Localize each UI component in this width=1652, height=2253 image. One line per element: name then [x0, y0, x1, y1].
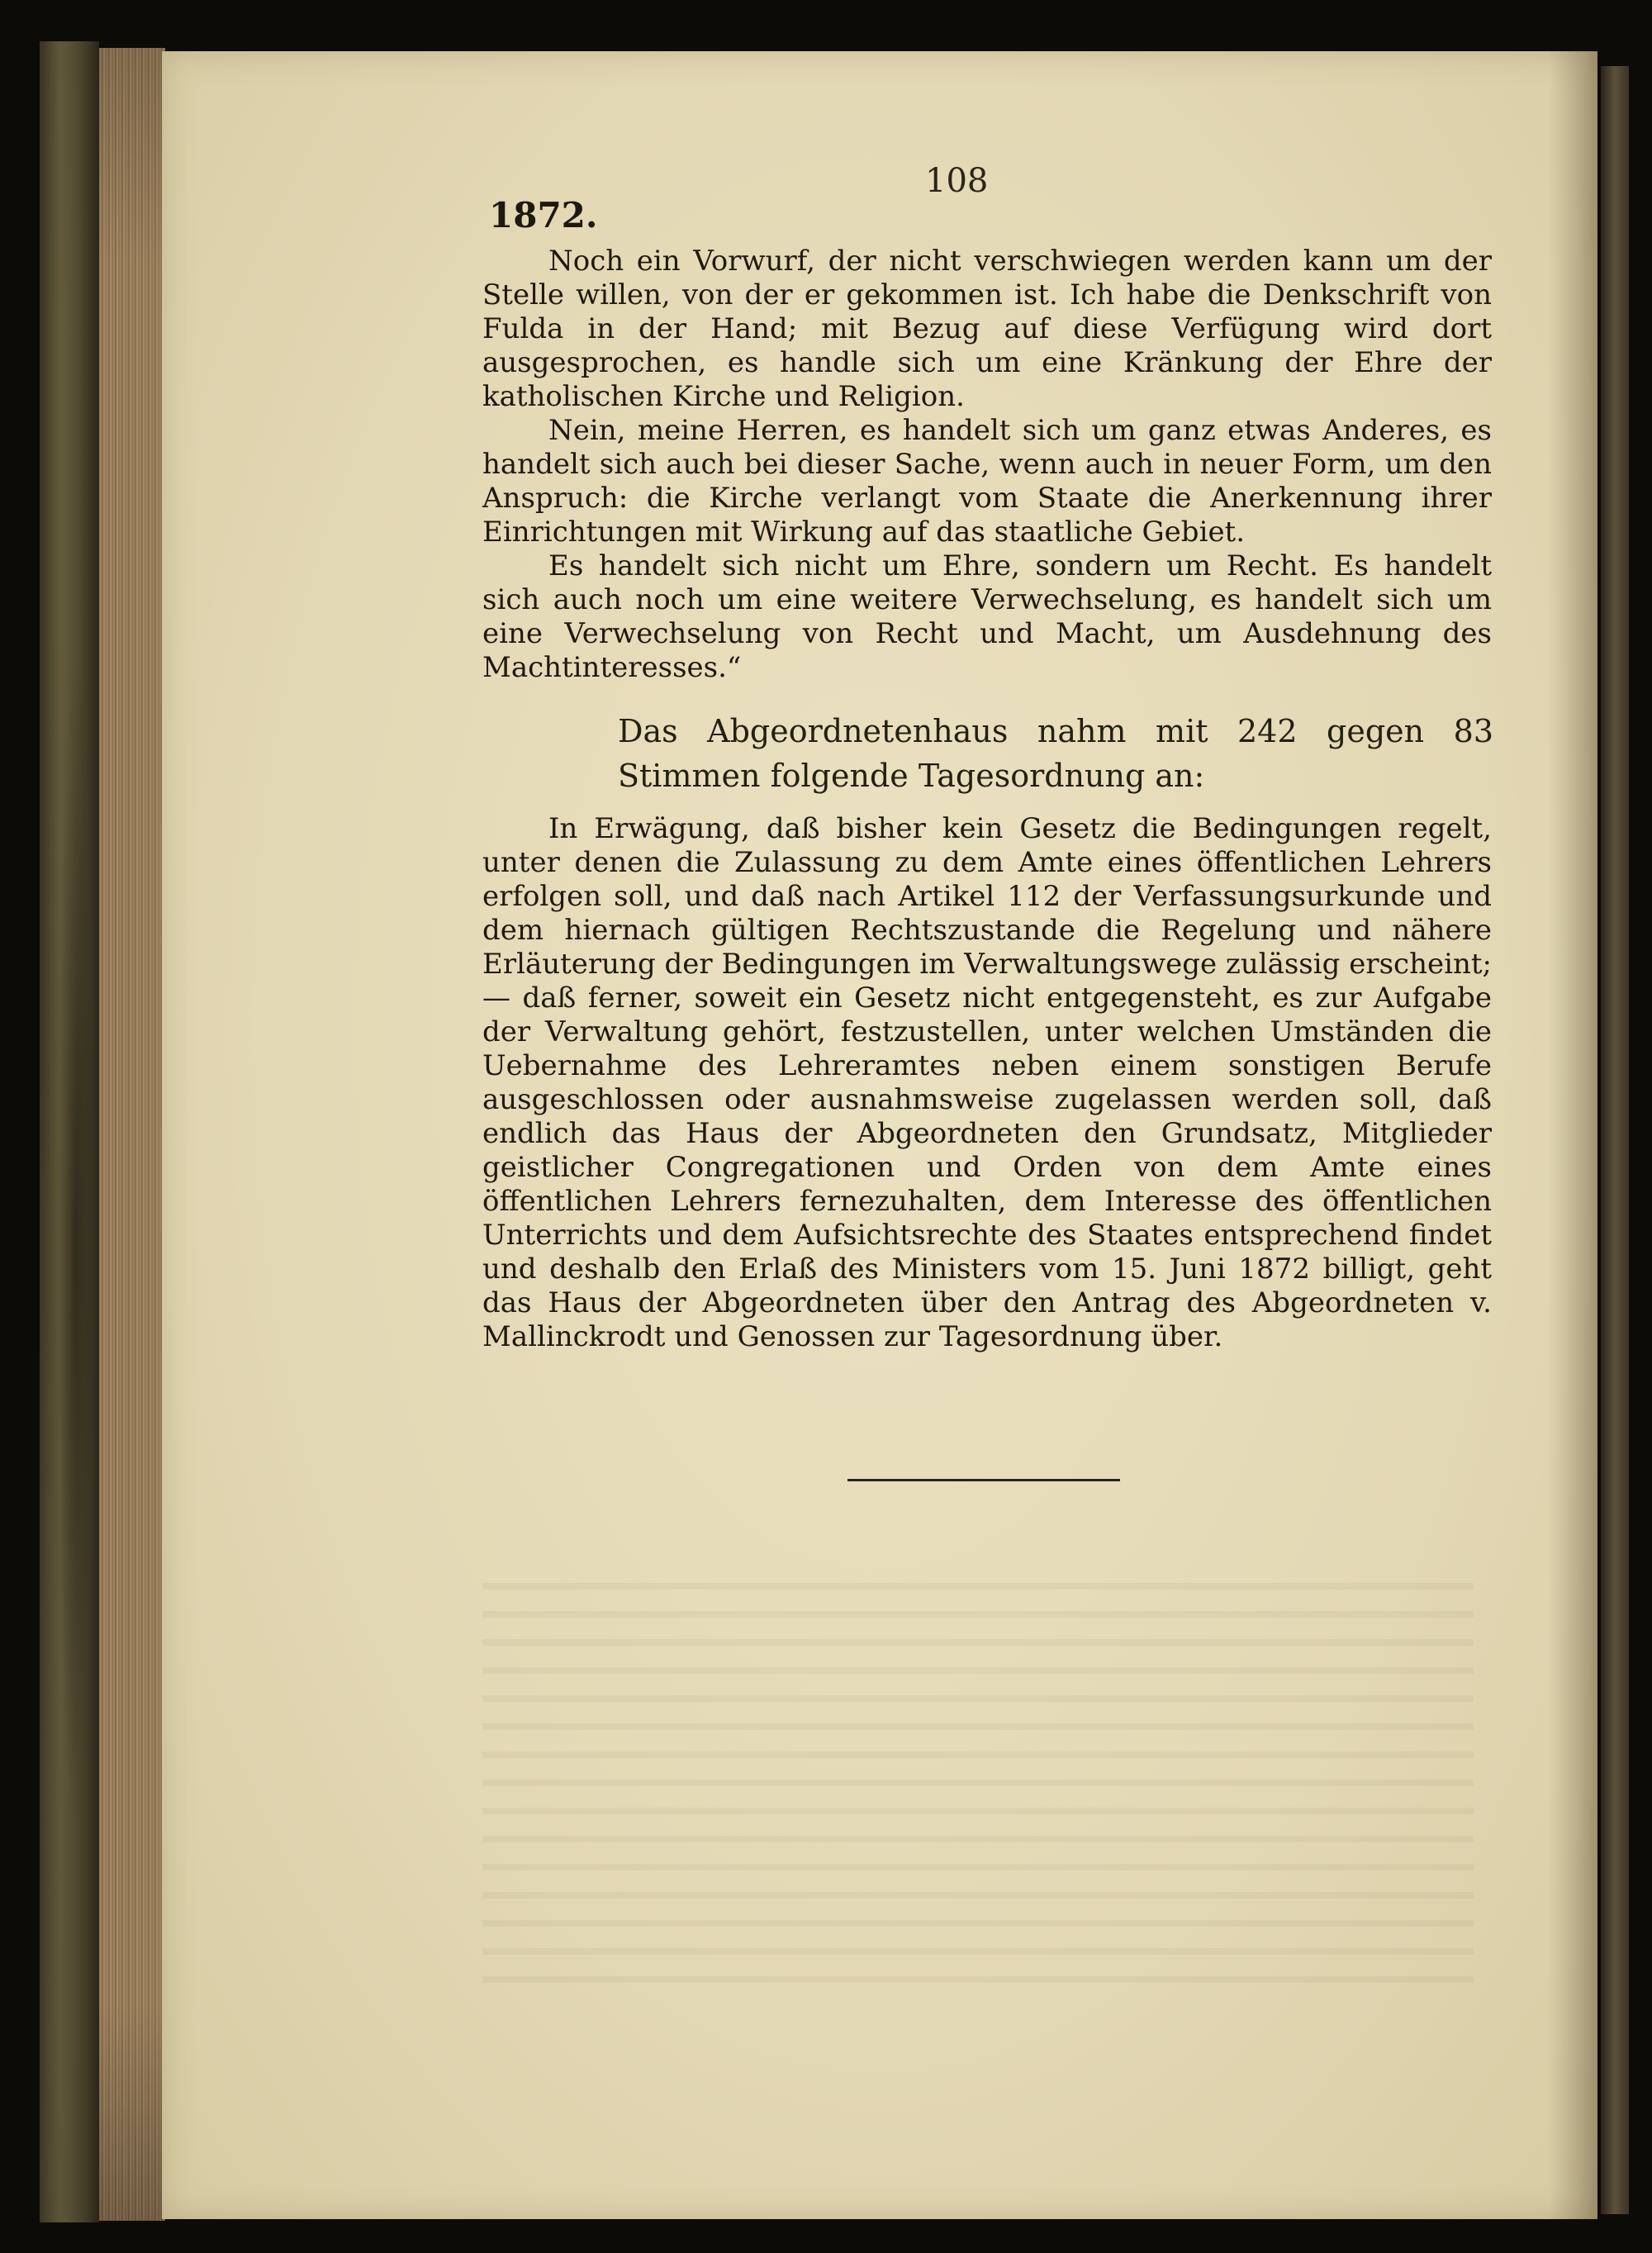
resolution-intro: Das Abgeordnetenhaus nahm mit 242 gegen 83 Stimmen folgende Tagesordnung an:	[618, 713, 1493, 794]
page-stack-shade	[99, 48, 165, 2221]
page-number: 108	[925, 162, 989, 200]
resolution-paragraph: In Erwägung, daß bisher kein Gesetz die Bedingungen regelt, unter denen die Zulassung zu dem Amte eines öffentlichen Lehrers erfolgen soll, und daß nach Artikel 112 der Verfassungsurkunde und dem hiernach gültigen Rechtszustande die Regelung und nähere Erläuterung der Bedingungen im Verwaltungswege zulässig erscheint; — daß ferner, soweit ein Gesetz nicht entgegensteht, es zur Aufgabe der Verwaltung gehört, festzustellen, unter welchen Umständen die Uebernahme des Lehreramtes neben einem sonstigen Berufe ausgeschlossen oder ausnahmsweise zugelassen werden soll, daß endlich das Haus der Abgeordneten den Grundsatz, Mitglieder geistlicher Congregationen und Orden von dem Amte eines öffentlichen Lehrers fernezuhalten, dem Interesse des öffentlichen Unterrichts und dem Aufsichtsrechte des Staates entsprechend findet und deshalb den Erlaß des Ministers vom 15. Juni 1872 billigt, geht das Haus der Abgeordneten über den Antrag des Abgeordneten v. Mallinckrodt und Genossen zur Tagesordnung über.	[482, 812, 1492, 1353]
speech-paragraph-2: Nein, meine Herren, es handelt sich um ganz etwas Anderes, es handelt sich auch bei dieser Sache, wenn auch in neuer Form, um den Anspruch: die Kirche verlangt vom Staate die Anerkennung ihrer Einrichtungen mit Wirkung auf das staatliche Gebiet.	[482, 414, 1492, 549]
section-end-rule	[847, 1479, 1120, 1481]
year-marker: 1872.	[489, 195, 598, 235]
gutter-shadow	[1548, 51, 1597, 2219]
speech-quotation	[482, 245, 1492, 685]
speech-paragraph-3: Es handelt sich nicht um Ehre, sondern um Recht. Es handelt sich auch noch um eine weitere Verwechselung, es handelt sich um eine Verwechselung von Recht und Macht, um Ausdehnung des Machtinteresses.“	[482, 549, 1492, 684]
resolution-text	[482, 812, 1492, 1354]
show-through-texture	[482, 1561, 1474, 1991]
adjacent-page-sliver	[1601, 66, 1629, 2214]
cover-texture	[40, 41, 99, 2222]
speech-paragraph-1: Noch ein Vorwurf, der nicht verschwiegen werden kann um der Stelle willen, von der er gekommen ist. Ich habe die Denkschrift von Fulda in der Hand; mit Bezug auf diese Verfügung wird dort ausgesprochen, es handle sich um eine Kränkung der Ehre der katholischen Kirche und Religion.	[482, 245, 1492, 413]
